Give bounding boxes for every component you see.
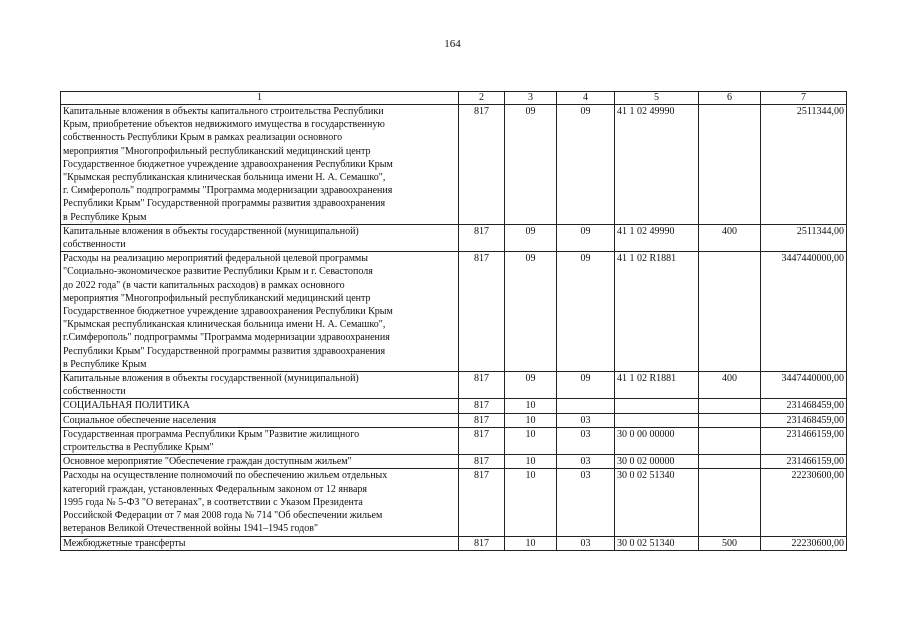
target-article-cell: 41 1 02 49990: [615, 224, 699, 251]
grbs-code-cell: 817: [459, 455, 505, 469]
table-row: [61, 413, 847, 427]
section-code-cell: 10: [505, 399, 557, 413]
section-code-cell: 09: [505, 224, 557, 251]
amount-cell: 2511344,00: [761, 105, 847, 225]
table-row: [61, 399, 847, 413]
row-name-line: в Республике Крым: [63, 358, 147, 370]
row-name-line: Капитальные вложения в объекты государственной (муниципальной): [63, 373, 359, 385]
row-name-line: СОЦИАЛЬНАЯ ПОЛИТИКА: [63, 400, 190, 412]
expense-type-cell: [699, 469, 761, 536]
row-name-line: мероприятия "Многопрофильный республиканский медицинский центр: [63, 145, 371, 157]
row-name-line: строительства в Республике Крым": [63, 442, 214, 454]
row-name-cell: [61, 399, 459, 413]
section-code-cell: 10: [505, 455, 557, 469]
row-name-line: Государственное бюджетное учреждение здравоохранения Республики Крым: [63, 306, 393, 318]
amount-cell: 22230600,00: [761, 469, 847, 536]
row-name-cell: [61, 413, 459, 427]
target-article-cell: 41 1 02 R1881: [615, 252, 699, 372]
subsection-code-cell: 09: [557, 372, 615, 399]
grbs-code-cell: 817: [459, 427, 505, 454]
expense-type-cell: 500: [699, 536, 761, 550]
subsection-code-cell: 09: [557, 252, 615, 372]
target-article-cell: 30 0 00 00000: [615, 427, 699, 454]
amount-cell: 3447440000,00: [761, 372, 847, 399]
row-name-line: Расходы на осуществление полномочий по обеспечению жильем отдельных: [63, 470, 388, 482]
row-name-line: "Социально-экономическое развитие Республики Крым и г. Севастополя: [63, 266, 373, 278]
target-article-cell: [615, 413, 699, 427]
row-name-cell: [61, 536, 459, 550]
table-row: [61, 252, 847, 372]
row-name-line: Расходы на реализацию мероприятий федеральной целевой программы: [63, 253, 368, 265]
amount-cell: 3447440000,00: [761, 252, 847, 372]
row-name-cell: [61, 469, 459, 536]
grbs-code-cell: 817: [459, 469, 505, 536]
amount-cell: 231468459,00: [761, 399, 847, 413]
expense-type-cell: [699, 413, 761, 427]
table-row: [61, 372, 847, 399]
row-name-line: собственности: [63, 386, 126, 398]
target-article-cell: [615, 399, 699, 413]
grbs-code-cell: 817: [459, 399, 505, 413]
expense-type-cell: 400: [699, 224, 761, 251]
expense-type-cell: [699, 455, 761, 469]
table-row: [61, 105, 847, 225]
amount-cell: 231468459,00: [761, 413, 847, 427]
row-name-line: г.Симферополь" подпрограммы "Программа модернизации здравоохранения: [63, 332, 390, 344]
target-article-cell: 30 0 02 00000: [615, 455, 699, 469]
expense-type-cell: [699, 252, 761, 372]
row-name-line: Государственное бюджетное учреждение здравоохранения Республики Крым: [63, 158, 393, 170]
row-name-cell: [61, 105, 459, 225]
row-name-line: мероприятия "Многопрофильный республиканский медицинский центр: [63, 292, 371, 304]
row-name-cell: [61, 427, 459, 454]
row-name-line: собственность Республики Крым в рамках реализации основного: [63, 132, 343, 144]
expense-type-cell: [699, 399, 761, 413]
section-code-cell: 09: [505, 105, 557, 225]
subsection-code-cell: 03: [557, 413, 615, 427]
header-row: [61, 92, 847, 105]
target-article-cell: 30 0 02 51340: [615, 536, 699, 550]
table-row: [61, 427, 847, 454]
table-row: [61, 469, 847, 536]
row-name-line: Республики Крым" Государственной программы развития здравоохранения: [63, 198, 386, 210]
section-code-cell: 10: [505, 536, 557, 550]
table-row: [61, 224, 847, 251]
row-name-line: Российской Федерации от 7 мая 2008 года № 714 "Об обеспечении жильем: [63, 510, 383, 522]
target-article-cell: 41 1 02 R1881: [615, 372, 699, 399]
row-name-cell: [61, 455, 459, 469]
budget-table: [60, 91, 847, 551]
target-article-cell: 41 1 02 49990: [615, 105, 699, 225]
table-row: [61, 536, 847, 550]
subsection-code-cell: 03: [557, 469, 615, 536]
row-name-line: Крым, приобретение объектов недвижимого имущества в государственную: [63, 119, 385, 131]
row-name-line: собственности: [63, 239, 126, 251]
row-name-line: в Республике Крым: [63, 211, 147, 223]
row-name-cell: [61, 372, 459, 399]
header-col-7: 7: [761, 92, 847, 105]
amount-cell: 2511344,00: [761, 224, 847, 251]
row-name-line: 1995 года № 5-ФЗ "О ветеранах", в соответствии с Указом Президента: [63, 496, 363, 508]
grbs-code-cell: 817: [459, 105, 505, 225]
grbs-code-cell: 817: [459, 252, 505, 372]
header-col-1: 1: [61, 92, 459, 105]
row-name-line: Социальное обеспечение населения: [63, 414, 217, 426]
amount-cell: 22230600,00: [761, 536, 847, 550]
header-col-2: 2: [459, 92, 505, 105]
grbs-code-cell: 817: [459, 536, 505, 550]
target-article-cell: 30 0 02 51340: [615, 469, 699, 536]
subsection-code-cell: 03: [557, 427, 615, 454]
page-number: 164: [444, 38, 461, 50]
row-name-line: "Крымская республиканская клиническая больница имени Н. А. Семашко",: [63, 172, 386, 184]
section-code-cell: 09: [505, 372, 557, 399]
amount-cell: 231466159,00: [761, 455, 847, 469]
grbs-code-cell: 817: [459, 224, 505, 251]
row-name-line: Государственная программа Республики Крым "Развитие жилищного: [63, 428, 360, 440]
row-name-line: Республики Крым" Государственной программы развития здравоохранения: [63, 345, 386, 357]
table-row: [61, 455, 847, 469]
table-body: [61, 105, 847, 551]
section-code-cell: 09: [505, 252, 557, 372]
subsection-code-cell: 09: [557, 224, 615, 251]
subsection-code-cell: [557, 399, 615, 413]
section-code-cell: 10: [505, 469, 557, 536]
row-name-line: Межбюджетные трансферты: [63, 537, 186, 549]
row-name-line: г. Симферополь" подпрограммы "Программа модернизации здравоохранения: [63, 185, 393, 197]
header-col-5: 5: [615, 92, 699, 105]
header-col-4: 4: [557, 92, 615, 105]
expense-type-cell: 400: [699, 372, 761, 399]
subsection-code-cell: 09: [557, 105, 615, 225]
expense-type-cell: [699, 105, 761, 225]
row-name-cell: [61, 224, 459, 251]
expense-type-cell: [699, 427, 761, 454]
row-name-line: Капитальные вложения в объекты государственной (муниципальной): [63, 225, 359, 237]
row-name-line: до 2022 года" (в части капитальных расходов) в рамках основного: [63, 279, 345, 291]
row-name-line: ветеранов Великой Отечественной войны 1941–1945 годов": [63, 523, 319, 535]
subsection-code-cell: 03: [557, 536, 615, 550]
section-code-cell: 10: [505, 413, 557, 427]
header-col-6: 6: [699, 92, 761, 105]
row-name-line: Капитальные вложения в объекты капитального строительства Республики: [63, 106, 384, 117]
row-name-line: "Крымская республиканская клиническая больница имени Н. А. Семашко",: [63, 319, 386, 331]
section-code-cell: 10: [505, 427, 557, 454]
grbs-code-cell: 817: [459, 372, 505, 399]
header-col-3: 3: [505, 92, 557, 105]
row-name-line: категорий граждан, установленных Федеральным законом от 12 января: [63, 483, 367, 495]
row-name-line: Основное мероприятие "Обеспечение граждан доступным жильем": [63, 456, 352, 468]
row-name-cell: [61, 252, 459, 372]
amount-cell: 231466159,00: [761, 427, 847, 454]
subsection-code-cell: 03: [557, 455, 615, 469]
grbs-code-cell: 817: [459, 413, 505, 427]
